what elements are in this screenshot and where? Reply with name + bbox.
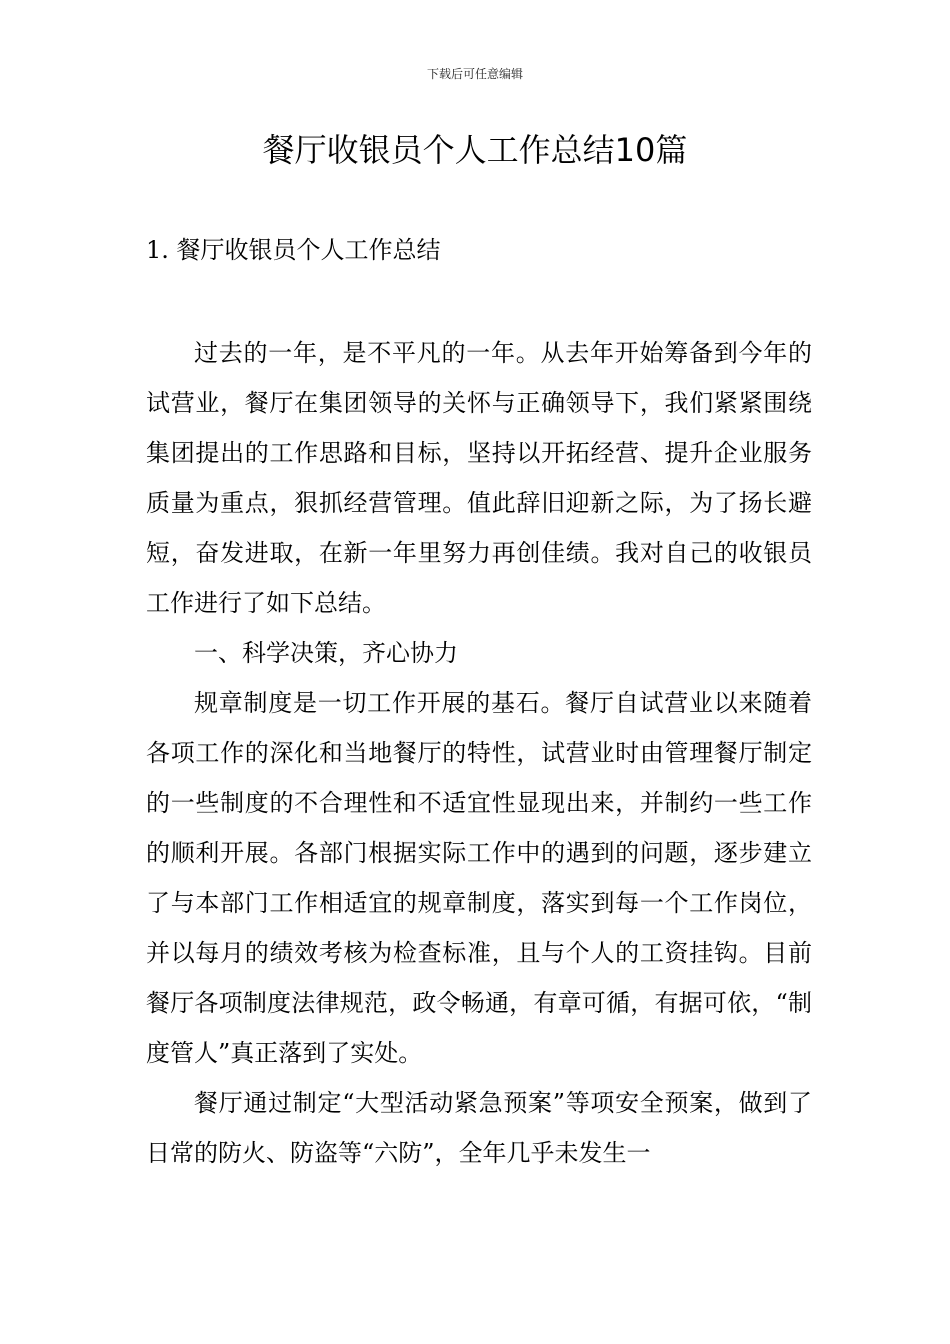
paragraph: 餐厅通过制定“大型活动紧急预案”等项安全预案，做到了日常的防火、防盗等“六防”，全年几乎未发生一	[146, 1089, 812, 1167]
paragraph: 过去的一年，是不平凡的一年。从去年开始筹备到今年的试营业，餐厅在集团领导的关怀与正确领导下，我们紧紧围绕集团提出的工作思路和目标，坚持以开拓经营、提升企业服务质量为重点，狠抓经营管理。值此辞旧迎新之际，为了扬长避短，奋发进取，在新一年里努力再创佳绩。我对自己的收银员工作进行了如下总结。	[146, 339, 812, 617]
paragraph: 规章制度是一切工作开展的基石。餐厅自试营业以来随着各项工作的深化和当地餐厅的特性，试营业时由管理餐厅制定的一些制度的不合理性和不适宜性显现出来，并制约一些工作的顺利开展。各部门根据实际工作中的遇到的问题，逐步建立了与本部门工作相适宜的规章制度，落实到每一个工作岗位，并以每月的绩效考核为检查标准，且与个人的工资挂钩。目前餐厅各项制度法律规范，政令畅通，有章可循，有据可依，“制度管人”真正落到了实处。	[146, 689, 812, 1067]
subsection-heading: 一、科学决策，齐心协力	[194, 639, 458, 667]
document-body	[146, 328, 812, 1178]
section-heading: 1. 餐厅收银员个人工作总结	[146, 236, 441, 264]
document-title: 餐厅收银员个人工作总结10篇	[262, 131, 688, 169]
page-header-note: 下载后可任意编辑	[426, 67, 523, 81]
